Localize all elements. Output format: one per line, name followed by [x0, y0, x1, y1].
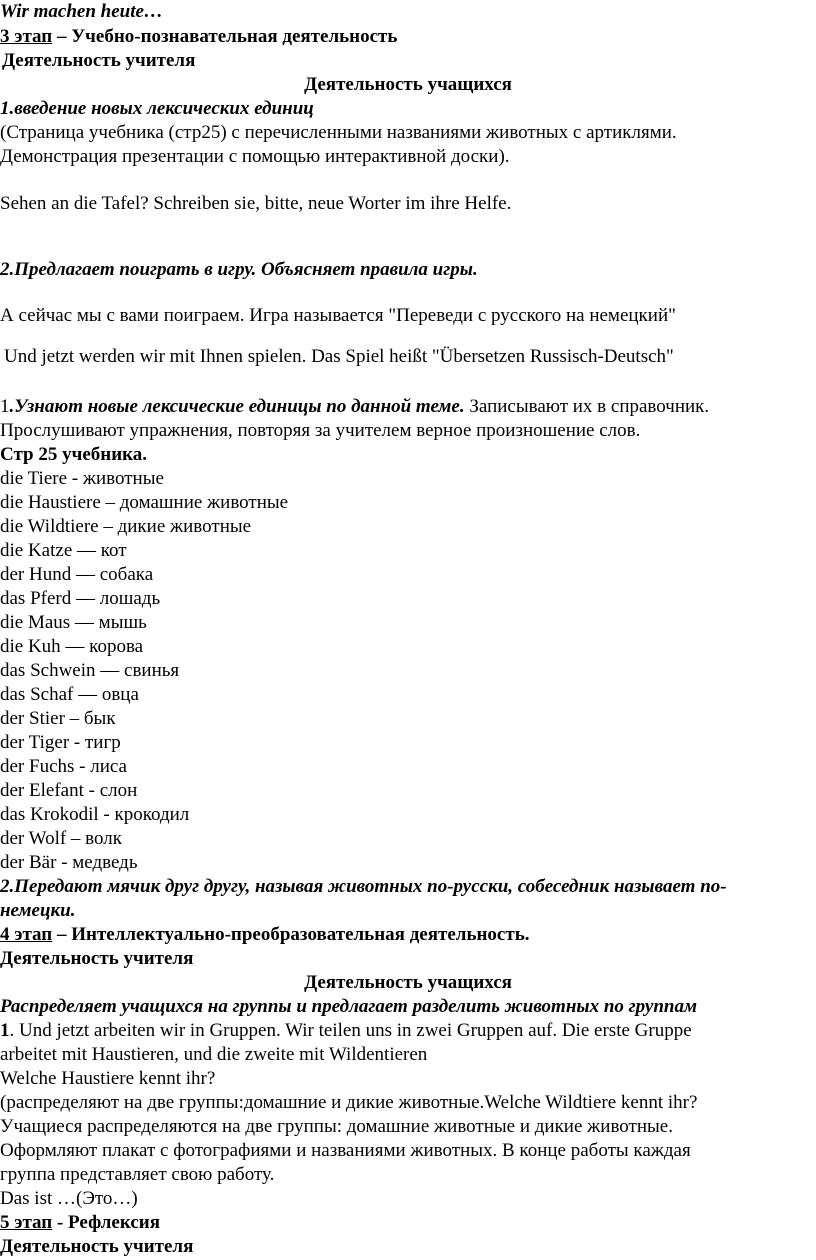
stage4-p2-line2: Учащиеся распределяются на две группы: домашние животные и дикие животные. [0, 1116, 673, 1137]
vocab-item: das Pferd — лошадь [0, 588, 161, 609]
vocab-item: der Hund — собака [0, 564, 154, 585]
stage4-title: – Интеллектуально-преобразовательная деятельность. [52, 924, 530, 945]
vocab-item: das Krokodil - крокодил [0, 804, 190, 825]
teacher-item2-russian: А сейчас мы с вами поиграем. Игра называется "Переведи с русского на немецкий" [0, 305, 676, 326]
stage4-students-heading: Деятельность учащихся [304, 972, 512, 993]
stage4-p2-line4: группа представляет свою работу. [0, 1164, 275, 1185]
vocab-item: der Elefant - слон [0, 780, 138, 801]
stage4-p2-line1: (распределяют на две группы:домашние и дикие животные.Welche Wildtiere kennt ihr? [0, 1092, 698, 1113]
stage4-label: 4 этап [0, 924, 53, 945]
vocab-item: der Stier – бык [0, 708, 116, 729]
vocab-item: die Tiere - животные [0, 468, 164, 489]
textbook-reference: Стр 25 учебника. [0, 444, 148, 465]
student-item1 [0, 395, 709, 419]
stage4-p1-text: . Und jetzt arbeiten wir in Gruppen. Wir teilen uns in zwei Gruppen auf. Die erste Gruppe [9, 1020, 692, 1041]
vocab-item: der Tiger - тигр [0, 732, 121, 753]
stage3-teacher-heading: Деятельность учителя [2, 50, 196, 71]
stage3-label: 3 этап [0, 26, 53, 47]
stage3-heading [0, 25, 397, 49]
teacher-item2-heading: 2.Предлагает поиграть в игру. Объясняет правила игры. [0, 259, 478, 280]
stage5-heading [0, 1211, 160, 1235]
student-item1-line2: Прослушивают упражнения, повторяя за учителем верное произношение слов. [0, 420, 641, 441]
vocab-item: die Haustiere – домашние животные [0, 492, 289, 513]
stage4-teacher-heading: Деятельность учителя [0, 948, 194, 969]
vocab-item: die Katze — кот [0, 540, 127, 561]
student-item2-line1: 2.Передают мячик друг другу, называя животных по-русски, собеседник называет по- [0, 876, 727, 897]
stage4-heading [0, 923, 530, 947]
stage4-p1-line1 [0, 1019, 692, 1043]
stage4-p2-line3: Оформляют плакат с фотографиями и названиями животных. В конце работы каждая [0, 1140, 691, 1161]
vocab-item: die Kuh — корова [0, 636, 144, 657]
vocab-item: der Wolf – волк [0, 828, 122, 849]
stage4-p2-line5: Das ist …(Это…) [0, 1188, 138, 1209]
teacher-item1-german: Sehen an die Tafel? Schreiben sie, bitte, neue Worter im ihre Helfe. [0, 193, 512, 214]
student-item1-rest: Записывают их в справочник. [464, 396, 710, 417]
vocab-item: der Bär - медведь [0, 852, 138, 873]
stage5-label: 5 этап [0, 1212, 53, 1233]
stage4-p1-number: 1 [0, 1020, 10, 1041]
student-item2-line2: немецки. [0, 900, 76, 921]
lesson-title: Wir machen heute… [0, 1, 163, 22]
teacher-item2-german: Und jetzt werden wir mit Ihnen spielen. Das Spiel heißt "Übersetzen Russisch-Deutsch" [4, 346, 674, 367]
stage5-teacher-heading: Деятельность учителя [0, 1236, 194, 1257]
stage5-title: - Рефлексия [52, 1212, 160, 1233]
vocab-item: die Maus — мышь [0, 612, 147, 633]
stage4-p1-line2: arbeitet mit Haustieren, und die zweite mit Wildentieren [0, 1044, 428, 1065]
stage4-task-heading: Распределяет учащихся на группы и предлагает разделить животных по группам [0, 996, 697, 1017]
vocab-item: die Wildtiere – дикие животные [0, 516, 252, 537]
student-item1-bold: .Узнают новые лексические единицы по данной теме. [9, 396, 465, 417]
teacher-item1-line1: (Страница учебника (стр25) с перечисленными названиями животных с артиклями. [0, 122, 677, 143]
student-item1-number: 1 [0, 396, 10, 417]
stage3-title: – Учебно-познавательная деятельность [52, 26, 398, 47]
teacher-item1-line2: Демонстрация презентации с помощью интерактивной доски). [0, 146, 510, 167]
teacher-item1-heading: 1.введение новых лексических единиц [0, 98, 314, 119]
vocab-item: der Fuchs - лиса [0, 756, 127, 777]
vocab-item: das Schwein — свинья [0, 660, 180, 681]
vocab-item: das Schaf — овца [0, 684, 139, 705]
stage3-students-heading: Деятельность учащихся [304, 74, 512, 95]
stage4-p1-line3: Welche Haustiere kennt ihr? [0, 1068, 216, 1089]
